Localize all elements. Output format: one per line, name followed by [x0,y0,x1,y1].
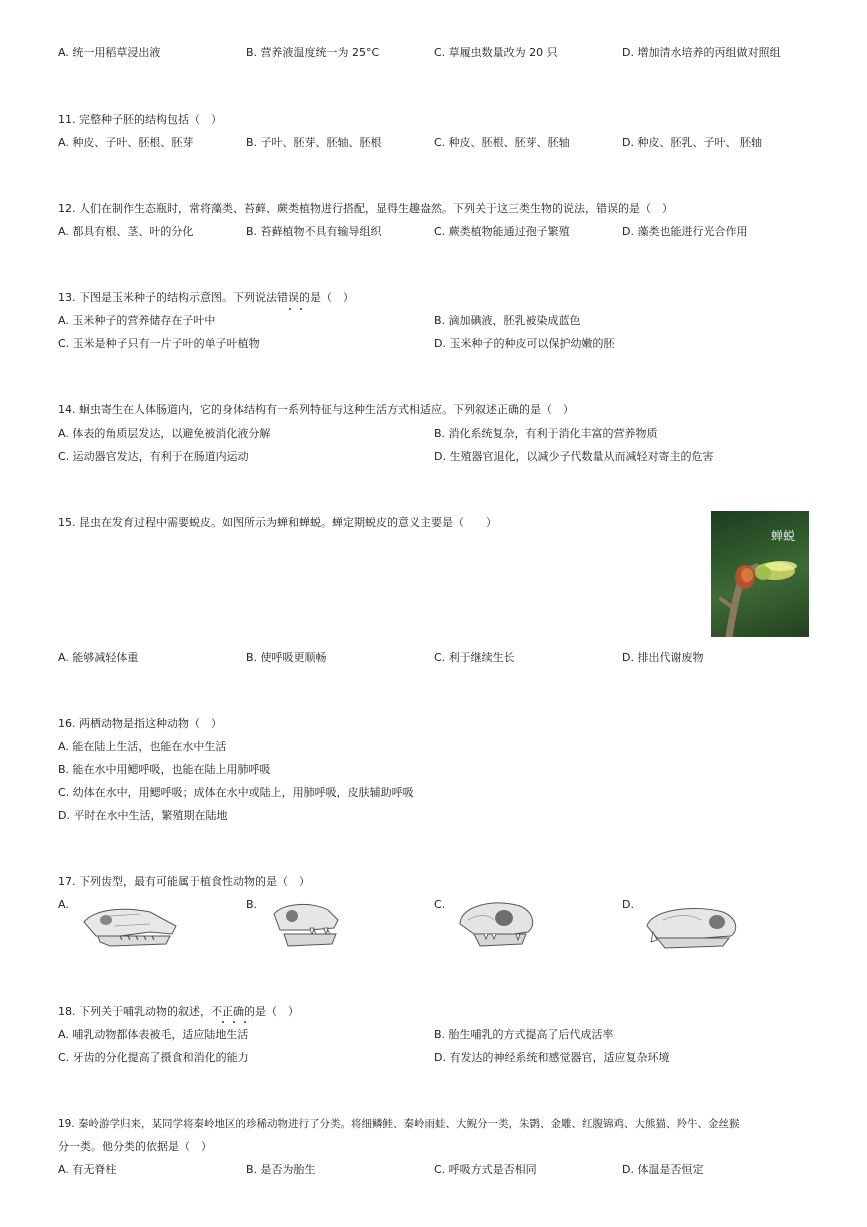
q18-option-a: A. 哺乳动物都体表被毛，适应陆地生活 [58,1028,249,1041]
q12-stem: 12. 人们在制作生态瓶时，常将藻类、苔藓、蕨类植物进行搭配，显得生趣盎然。下列关于这三类生物的说法，错误的是（ ） [58,202,673,215]
q16-option-b: B. 能在水中用鳃呼吸，也能在陆上用肺呼吸 [58,763,271,776]
emphasis-dot [300,308,302,310]
q17-option-c: C. [434,898,446,911]
q15-option-c: C. 利于继续生长 [434,651,515,664]
q11-option-c: C. 种皮、胚根、胚芽、胚轴 [434,136,570,149]
q18-option-b: B. 胎生哺乳的方式提高了后代成活率 [434,1028,614,1041]
q10-option-c: C. 草履虫数量改为 20 只 [434,46,558,59]
q16-stem: 16. 两栖动物是指这种动物（ ） [58,717,222,730]
q17-option-a: A. [58,898,69,911]
q17-option-b: B. [246,898,258,911]
q15-option-b: B. 使呼吸更顺畅 [246,651,327,664]
q16-option-a: A. 能在陆上生活，也能在水中生活 [58,740,227,753]
q13-option-b: B. 滴加碘液，胚乳被染成蓝色 [434,314,581,327]
q15-option-d: D. 排出代谢废物 [622,651,704,664]
q19-option-b: B. 是否为胎生 [246,1163,316,1176]
q19-stem-line2: 分一类。他分类的依据是（ ） [58,1140,212,1153]
q12-option-a: A. 都具有根、茎、叶的分化 [58,225,194,238]
q16-option-c: C. 幼体在水中，用鳃呼吸；成体在水中或陆上，用肺呼吸，皮肤辅助呼吸 [58,786,414,799]
q12-option-d: D. 藻类也能进行光合作用 [622,225,748,238]
q19-option-a: A. 有无脊柱 [58,1163,117,1176]
q13-stem: 13. 下图是玉米种子的结构示意图。下列说法错误的是（ ） [58,291,354,304]
emphasis-dot [244,1021,246,1023]
q18-stem: 18. 下列关于哺乳动物的叙述，不正确的是（ ） [58,1005,299,1018]
q10-option-d: D. 增加清水培养的丙组做对照组 [622,46,781,59]
q14-option-a: A. 体表的角质层发达，以避免被消化液分解 [58,427,271,440]
q11-option-b: B. 子叶、胚芽、胚轴、胚根 [246,136,382,149]
emphasis-dot [289,308,291,310]
cicada-molt-photo [711,511,809,637]
q13-option-a: A. 玉米种子的营养储存在子叶中 [58,314,216,327]
photo-label: 蝉蜕 [770,529,795,543]
q10-option-b: B. 营养液温度统一为 25°C [246,46,380,59]
q11-option-a: A. 种皮、子叶、胚根、胚芽 [58,136,194,149]
q13-option-c: C. 玉米是种子只有一片子叶的单子叶植物 [58,337,260,350]
q13-option-d: D. 玉米种子的种皮可以保护幼嫩的胚 [434,337,615,350]
q17-stem: 17. 下列齿型，最有可能属于植食性动物的是（ ） [58,875,310,888]
q11-stem: 11. 完整种子胚的结构包括（ ） [58,113,222,126]
q14-option-b: B. 消化系统复杂，有利于消化丰富的营养物质 [434,427,658,440]
q15-stem: 15. 昆虫在发育过程中需要蜕皮。如图所示为蝉和蝉蜕。蝉定期蜕皮的意义主要是（ ） [58,516,497,529]
rodent-skull-icon [643,902,741,950]
q12-option-c: C. 蕨类植物能通过孢子繁殖 [434,225,570,238]
q12-option-b: B. 苔藓植物不具有输导组织 [246,225,382,238]
q18-option-d: D. 有发达的神经系统和感觉器官，适应复杂环境 [434,1051,670,1064]
q11-option-d: D. 种皮、胚乳、子叶、 胚轴 [622,136,762,149]
cat-skull-icon [454,898,538,950]
herbivore-skull-icon [80,902,180,948]
q18-option-c: C. 牙齿的分化提高了摄食和消化的能力 [58,1051,249,1064]
q19-option-c: C. 呼吸方式是否相同 [434,1163,537,1176]
q19-option-d: D. 体温是否恒定 [622,1163,704,1176]
canine-skull-icon [268,900,342,950]
q14-option-d: D. 生殖器官退化，以减少子代数量从而减轻对寄主的危害 [434,450,714,463]
q19-stem-line1: 19. 秦岭游学归来，某同学将秦岭地区的珍稀动物进行了分类。将细鳞鲑、秦岭雨蛙、大鲵分一类，朱鹮、金雕、红腹锦鸡、大熊猫、羚牛、金丝猴 [58,1118,740,1130]
q17-option-d: D. [622,898,634,911]
emphasis-dot [233,1021,235,1023]
q14-stem: 14. 蛔虫寄生在人体肠道内，它的身体结构有一系列特征与这种生活方式相适应。下列叙述正确的是（ ） [58,403,574,416]
q15-option-a: A. 能够减轻体重 [58,651,139,664]
q14-option-c: C. 运动器官发达，有利于在肠道内运动 [58,450,249,463]
emphasis-dot [222,1021,224,1023]
q10-option-a: A. 统一用稻草浸出液 [58,46,161,59]
q16-option-d: D. 平时在水中生活，繁殖期在陆地 [58,809,228,822]
